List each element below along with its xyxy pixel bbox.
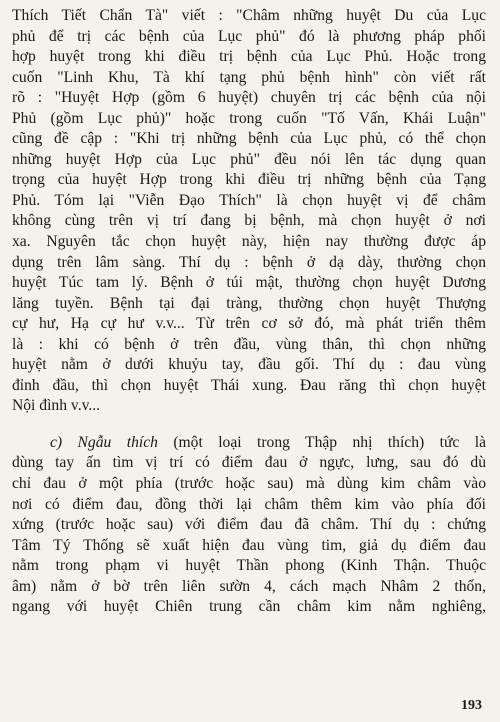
text-line: Thích Tiết Chẩn Tà" viết : "Châm những huyệt Du của Lục xyxy=(12,7,486,24)
text-line: Tâm Tý Thống sẽ xuất hiện đau vùng tim, giả dụ điểm đau xyxy=(12,536,486,554)
section-lead-text: (một loại trong Thập nhị thích) tức là xyxy=(157,433,486,451)
text-line: rõ : "Huyệt Hợp (gồm 6 huyệt) chuyên trị các bệnh của nội xyxy=(12,89,486,107)
text-line: là : khi có bệnh ở trên đầu, vùng thân, thì chọn những xyxy=(12,335,486,353)
paragraph-spacer xyxy=(12,417,486,433)
text-line: đỉnh đầu, thì chọn huyệt Thái xung. Đau răng thì chọn huyệt xyxy=(12,376,486,394)
text-line: Phủ. Tóm lại "Viễn Đạo Thích" là chọn huyệt vị để châm xyxy=(12,191,486,209)
text-line: xa. Nguyên tắc chọn huyệt này, hiện nay thường được áp xyxy=(12,233,486,251)
body-text xyxy=(12,6,486,618)
text-line: nằm trong phạm vi huyệt Thần phong (Kinh Thận. Thuộc xyxy=(12,557,486,575)
text-line: cự hư, Hạ cự hư v.v... Từ trên cơ sở đó, mà phát triển thêm xyxy=(12,315,486,333)
text-line: huyệt nằm ở dưới khuỷu tay, đầu gối. Thí dụ : đau vùng xyxy=(12,356,486,374)
text-line: xứng (trước hoặc sau) với điểm đau đã châm. Thí dụ : chứng xyxy=(12,516,486,534)
text-line: Nội đình v.v... xyxy=(12,397,101,415)
page-number: 193 xyxy=(461,698,482,713)
text-line: cuốn "Linh Khu, Tà khí tạng phủ bệnh hình" còn viết rất xyxy=(12,68,486,86)
text-line: âm) nằm ở bờ trên liên sườn 4, cách mạch Nhâm 2 thốn, xyxy=(12,577,486,595)
text-line: phủ để trị các bệnh của Lục phủ" đó là phương pháp phối xyxy=(12,27,486,45)
text-line: cũng đề cập : "Khi trị những bệnh của Lục phủ, có thể chọn xyxy=(12,130,486,148)
text-line: chỉ đau ở một phía (trước hoặc sau) mà dùng kim châm vào xyxy=(12,475,486,493)
text-line: hợp huyệt trong khi điều trị bệnh của Lục Phủ. Hoặc trong xyxy=(12,48,486,66)
section-label: c) Ngẫu thích xyxy=(50,433,158,451)
text-line: lăng tuyền. Bệnh tại đại tràng, thường chọn huyệt Thượng xyxy=(12,294,486,312)
text-line: Phủ (gồm Lục phủ)" hoặc trong cuốn "Tố Vấn, Khái Luận" xyxy=(12,109,486,127)
text-line: trọng của huyệt Hợp trong khi điều trị những bệnh của Tạng xyxy=(12,171,486,189)
text-line: huyệt Túc tam lý. Bệnh ở túi mật, thường chọn huyệt Dương xyxy=(12,274,486,292)
text-line: không cùng trên vị trí đang bị bệnh, mà chọn huyệt ở nơi xyxy=(12,212,486,230)
text-line: ngang với huyệt Chiên trung cần châm kim nằm nghiêng, xyxy=(12,598,486,616)
paragraph-heading-line xyxy=(12,433,486,454)
text-line: dụng trên lâm sàng. Thí dụ : bệnh ở dạ dày, thường chọn xyxy=(12,253,486,271)
text-line: dùng tay ấn tìm vị trí có điểm đau ở ngực, lưng, sau đó dù xyxy=(12,454,486,472)
text-line: nơi có điểm đau, đồng thời lại châm thêm kim vào phía đối xyxy=(12,495,486,513)
text-line: những huyệt Hợp của Lục phủ" đều nói lên tác dụng quan xyxy=(12,150,486,168)
